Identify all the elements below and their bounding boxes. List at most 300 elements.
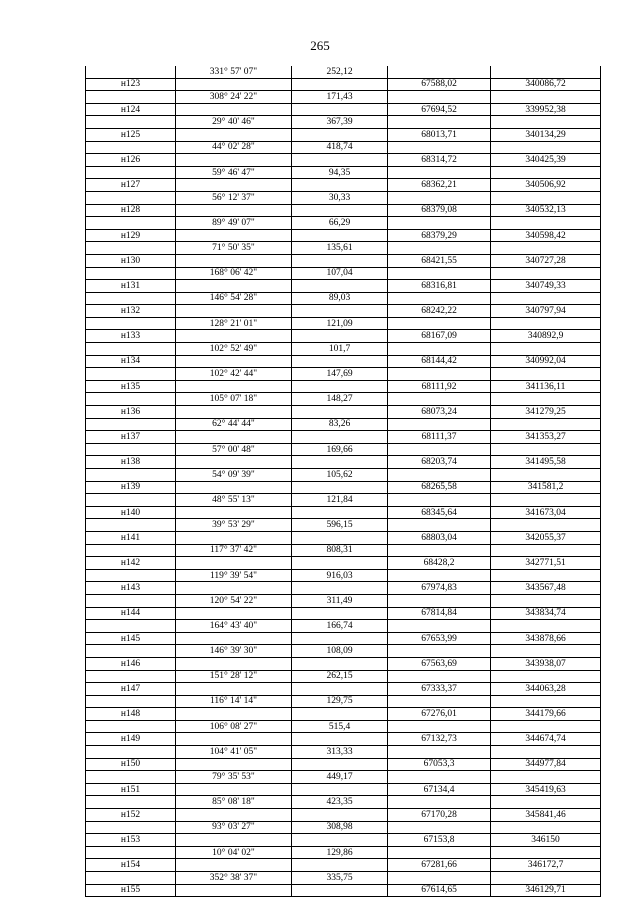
distance-cell	[292, 204, 388, 217]
direction-angle-cell	[176, 758, 292, 771]
x-coordinate-cell	[388, 544, 491, 557]
direction-angle-cell: 102° 42' 44"	[176, 368, 292, 381]
x-coordinate-cell	[388, 418, 491, 431]
x-coordinate-cell: 67132,73	[388, 733, 491, 746]
x-coordinate-cell	[388, 771, 491, 784]
segment-row	[86, 317, 601, 330]
point-cell: н150	[86, 758, 176, 771]
point-cell: н151	[86, 783, 176, 796]
y-coordinate-cell	[491, 91, 601, 104]
y-coordinate-cell: 341353,27	[491, 431, 601, 444]
point-cell	[86, 821, 176, 834]
point-cell: н135	[86, 380, 176, 393]
point-cell: н154	[86, 859, 176, 872]
x-coordinate-cell: 68144,42	[388, 355, 491, 368]
y-coordinate-cell	[491, 872, 601, 885]
x-coordinate-cell: 68167,09	[388, 330, 491, 343]
distance-cell	[292, 506, 388, 519]
point-cell	[86, 443, 176, 456]
y-coordinate-cell: 343938,07	[491, 657, 601, 670]
point-row	[86, 128, 601, 141]
x-coordinate-cell	[388, 746, 491, 759]
y-coordinate-cell	[491, 292, 601, 305]
point-row	[86, 783, 601, 796]
y-coordinate-cell	[491, 620, 601, 633]
point-cell: н124	[86, 103, 176, 116]
y-coordinate-cell	[491, 141, 601, 154]
segment-row	[86, 343, 601, 356]
point-cell	[86, 620, 176, 633]
page-number: 265	[310, 38, 330, 53]
point-cell: н148	[86, 708, 176, 721]
y-coordinate-cell	[491, 494, 601, 507]
x-coordinate-cell	[388, 217, 491, 230]
point-cell: н155	[86, 884, 176, 897]
direction-angle-cell	[176, 280, 292, 293]
distance-cell	[292, 657, 388, 670]
y-coordinate-cell: 344179,66	[491, 708, 601, 721]
x-coordinate-cell	[388, 469, 491, 482]
segment-row	[86, 242, 601, 255]
y-coordinate-cell: 341673,04	[491, 506, 601, 519]
distance-cell: 808,31	[292, 544, 388, 557]
point-cell: н138	[86, 456, 176, 469]
x-coordinate-cell	[388, 242, 491, 255]
point-row	[86, 683, 601, 696]
direction-angle-cell: 120° 54' 22"	[176, 594, 292, 607]
distance-cell	[292, 481, 388, 494]
y-coordinate-cell: 340134,29	[491, 128, 601, 141]
point-row	[86, 229, 601, 242]
direction-angle-cell	[176, 607, 292, 620]
x-coordinate-cell: 68314,72	[388, 154, 491, 167]
x-coordinate-cell	[388, 720, 491, 733]
segment-row	[86, 443, 601, 456]
y-coordinate-cell: 343878,66	[491, 632, 601, 645]
point-cell: н146	[86, 657, 176, 670]
segment-row	[86, 66, 601, 78]
distance-cell: 262,15	[292, 670, 388, 683]
x-coordinate-cell: 67170,28	[388, 809, 491, 822]
point-row	[86, 531, 601, 544]
direction-angle-cell: 44° 02' 28"	[176, 141, 292, 154]
point-cell	[86, 645, 176, 658]
direction-angle-cell: 48° 55' 13"	[176, 494, 292, 507]
point-cell	[86, 343, 176, 356]
direction-angle-cell: 151° 28' 12"	[176, 670, 292, 683]
point-cell	[86, 796, 176, 809]
point-cell	[86, 695, 176, 708]
x-coordinate-cell: 68316,81	[388, 280, 491, 293]
y-coordinate-cell: 346150	[491, 834, 601, 847]
point-cell: н128	[86, 204, 176, 217]
distance-cell	[292, 78, 388, 91]
distance-cell: 367,39	[292, 116, 388, 129]
distance-cell: 101,7	[292, 343, 388, 356]
point-cell: н125	[86, 128, 176, 141]
distance-cell	[292, 708, 388, 721]
x-coordinate-cell: 68013,71	[388, 128, 491, 141]
direction-angle-cell: 104° 41' 05"	[176, 746, 292, 759]
distance-cell: 148,27	[292, 393, 388, 406]
direction-angle-cell	[176, 683, 292, 696]
direction-angle-cell	[176, 531, 292, 544]
x-coordinate-cell	[388, 569, 491, 582]
y-coordinate-cell: 344063,28	[491, 683, 601, 696]
direction-angle-cell: 331° 57' 07"	[176, 66, 292, 78]
point-cell	[86, 846, 176, 859]
distance-cell	[292, 179, 388, 192]
direction-angle-cell	[176, 456, 292, 469]
distance-cell	[292, 557, 388, 570]
distance-cell	[292, 632, 388, 645]
x-coordinate-cell: 68379,08	[388, 204, 491, 217]
distance-cell	[292, 733, 388, 746]
point-cell	[86, 368, 176, 381]
y-coordinate-cell	[491, 796, 601, 809]
segment-row	[86, 292, 601, 305]
y-coordinate-cell: 342055,37	[491, 531, 601, 544]
point-row	[86, 834, 601, 847]
y-coordinate-cell: 346129,71	[491, 884, 601, 897]
point-row	[86, 557, 601, 570]
x-coordinate-cell	[388, 443, 491, 456]
x-coordinate-cell	[388, 670, 491, 683]
point-cell: н127	[86, 179, 176, 192]
point-row	[86, 380, 601, 393]
x-coordinate-cell	[388, 645, 491, 658]
segment-row	[86, 569, 601, 582]
direction-angle-cell	[176, 78, 292, 91]
distance-cell: 308,98	[292, 821, 388, 834]
distance-cell: 515,4	[292, 720, 388, 733]
point-row	[86, 204, 601, 217]
x-coordinate-cell	[388, 494, 491, 507]
distance-cell	[292, 431, 388, 444]
y-coordinate-cell	[491, 544, 601, 557]
y-coordinate-cell: 339952,38	[491, 103, 601, 116]
x-coordinate-cell	[388, 166, 491, 179]
point-cell: н141	[86, 531, 176, 544]
y-coordinate-cell: 341495,58	[491, 456, 601, 469]
x-coordinate-cell	[388, 343, 491, 356]
segment-row	[86, 519, 601, 532]
distance-cell: 129,75	[292, 695, 388, 708]
y-coordinate-cell	[491, 695, 601, 708]
distance-cell	[292, 758, 388, 771]
point-row	[86, 254, 601, 267]
direction-angle-cell: 164° 43' 40"	[176, 620, 292, 633]
y-coordinate-cell: 340892,9	[491, 330, 601, 343]
segment-row	[86, 771, 601, 784]
x-coordinate-cell	[388, 872, 491, 885]
direction-angle-cell	[176, 657, 292, 670]
point-cell	[86, 242, 176, 255]
point-cell	[86, 746, 176, 759]
point-cell	[86, 469, 176, 482]
x-coordinate-cell: 67563,69	[388, 657, 491, 670]
point-row	[86, 657, 601, 670]
point-cell	[86, 720, 176, 733]
y-coordinate-cell: 343567,48	[491, 582, 601, 595]
distance-cell	[292, 809, 388, 822]
direction-angle-cell: 39° 53' 29"	[176, 519, 292, 532]
segment-row	[86, 166, 601, 179]
distance-cell: 30,33	[292, 191, 388, 204]
x-coordinate-cell: 67694,52	[388, 103, 491, 116]
segment-row	[86, 544, 601, 557]
point-cell	[86, 292, 176, 305]
distance-cell: 171,43	[292, 91, 388, 104]
segment-row	[86, 494, 601, 507]
segment-row	[86, 469, 601, 482]
point-cell: н136	[86, 406, 176, 419]
direction-angle-cell	[176, 632, 292, 645]
x-coordinate-cell	[388, 368, 491, 381]
point-row	[86, 607, 601, 620]
y-coordinate-cell: 340727,28	[491, 254, 601, 267]
distance-cell: 311,49	[292, 594, 388, 607]
point-row	[86, 582, 601, 595]
direction-angle-cell: 117° 37' 42"	[176, 544, 292, 557]
direction-angle-cell: 57° 00' 48"	[176, 443, 292, 456]
y-coordinate-cell	[491, 418, 601, 431]
direction-angle-cell: 56° 12' 37"	[176, 191, 292, 204]
x-coordinate-cell: 67333,37	[388, 683, 491, 696]
distance-cell	[292, 582, 388, 595]
direction-angle-cell	[176, 859, 292, 872]
point-row	[86, 481, 601, 494]
y-coordinate-cell	[491, 594, 601, 607]
direction-angle-cell: 85° 08' 18"	[176, 796, 292, 809]
direction-angle-cell	[176, 204, 292, 217]
distance-cell: 89,03	[292, 292, 388, 305]
point-cell	[86, 116, 176, 129]
point-row	[86, 103, 601, 116]
x-coordinate-cell: 67134,4	[388, 783, 491, 796]
distance-cell	[292, 456, 388, 469]
direction-angle-cell: 146° 54' 28"	[176, 292, 292, 305]
point-cell	[86, 519, 176, 532]
x-coordinate-cell	[388, 91, 491, 104]
segment-row	[86, 191, 601, 204]
distance-cell	[292, 884, 388, 897]
point-row	[86, 179, 601, 192]
direction-angle-cell	[176, 582, 292, 595]
distance-cell	[292, 103, 388, 116]
segment-row	[86, 720, 601, 733]
x-coordinate-cell	[388, 695, 491, 708]
segment-row	[86, 91, 601, 104]
segment-row	[86, 645, 601, 658]
point-row	[86, 708, 601, 721]
y-coordinate-cell	[491, 393, 601, 406]
distance-cell: 121,84	[292, 494, 388, 507]
point-cell	[86, 166, 176, 179]
direction-angle-cell: 79° 35' 53"	[176, 771, 292, 784]
direction-angle-cell: 106° 08' 27"	[176, 720, 292, 733]
distance-cell: 169,66	[292, 443, 388, 456]
y-coordinate-cell	[491, 569, 601, 582]
point-cell: н145	[86, 632, 176, 645]
point-cell: н134	[86, 355, 176, 368]
distance-cell: 105,62	[292, 469, 388, 482]
point-row	[86, 330, 601, 343]
segment-row	[86, 746, 601, 759]
y-coordinate-cell: 340598,42	[491, 229, 601, 242]
y-coordinate-cell	[491, 116, 601, 129]
point-row	[86, 431, 601, 444]
direction-angle-cell: 119° 39' 54"	[176, 569, 292, 582]
point-row	[86, 758, 601, 771]
distance-cell: 94,35	[292, 166, 388, 179]
y-coordinate-cell: 340992,04	[491, 355, 601, 368]
segment-row	[86, 594, 601, 607]
x-coordinate-cell	[388, 292, 491, 305]
direction-angle-cell	[176, 884, 292, 897]
y-coordinate-cell: 341279,25	[491, 406, 601, 419]
distance-cell	[292, 305, 388, 318]
y-coordinate-cell: 341581,2	[491, 481, 601, 494]
distance-cell	[292, 783, 388, 796]
direction-angle-cell: 116° 14' 14"	[176, 695, 292, 708]
y-coordinate-cell	[491, 217, 601, 230]
direction-angle-cell	[176, 557, 292, 570]
x-coordinate-cell: 68242,22	[388, 305, 491, 318]
y-coordinate-cell: 344674,74	[491, 733, 601, 746]
x-coordinate-cell: 68428,2	[388, 557, 491, 570]
distance-cell	[292, 154, 388, 167]
distance-cell	[292, 834, 388, 847]
x-coordinate-cell	[388, 267, 491, 280]
point-cell: н132	[86, 305, 176, 318]
point-cell: н139	[86, 481, 176, 494]
direction-angle-cell: 71° 50' 35"	[176, 242, 292, 255]
direction-angle-cell	[176, 103, 292, 116]
point-cell: н143	[86, 582, 176, 595]
distance-cell	[292, 254, 388, 267]
direction-angle-cell	[176, 330, 292, 343]
x-coordinate-cell: 67814,84	[388, 607, 491, 620]
direction-angle-cell: 168° 06' 42"	[176, 267, 292, 280]
direction-angle-cell	[176, 481, 292, 494]
point-cell	[86, 670, 176, 683]
point-cell	[86, 191, 176, 204]
y-coordinate-cell: 345841,46	[491, 809, 601, 822]
point-cell: н126	[86, 154, 176, 167]
y-coordinate-cell	[491, 469, 601, 482]
direction-angle-cell	[176, 179, 292, 192]
y-coordinate-cell	[491, 343, 601, 356]
distance-cell: 423,35	[292, 796, 388, 809]
distance-cell: 335,75	[292, 872, 388, 885]
distance-cell	[292, 531, 388, 544]
segment-row	[86, 217, 601, 230]
y-coordinate-cell: 340532,13	[491, 204, 601, 217]
point-cell: н129	[86, 229, 176, 242]
y-coordinate-cell	[491, 368, 601, 381]
y-coordinate-cell	[491, 746, 601, 759]
direction-angle-cell	[176, 355, 292, 368]
direction-angle-cell: 105° 07' 18"	[176, 393, 292, 406]
point-row	[86, 280, 601, 293]
point-cell	[86, 66, 176, 78]
direction-angle-cell: 146° 39' 30"	[176, 645, 292, 658]
point-cell	[86, 141, 176, 154]
distance-cell: 121,09	[292, 317, 388, 330]
distance-cell: 418,74	[292, 141, 388, 154]
direction-angle-cell	[176, 305, 292, 318]
distance-cell: 596,15	[292, 519, 388, 532]
point-cell: н147	[86, 683, 176, 696]
point-cell: н133	[86, 330, 176, 343]
point-cell: н131	[86, 280, 176, 293]
distance-cell: 449,17	[292, 771, 388, 784]
x-coordinate-cell: 68073,24	[388, 406, 491, 419]
point-cell: н153	[86, 834, 176, 847]
point-row	[86, 809, 601, 822]
point-row	[86, 355, 601, 368]
segment-row	[86, 846, 601, 859]
segment-row	[86, 393, 601, 406]
x-coordinate-cell: 67588,02	[388, 78, 491, 91]
point-cell: н130	[86, 254, 176, 267]
point-cell	[86, 594, 176, 607]
point-row	[86, 78, 601, 91]
point-cell	[86, 569, 176, 582]
x-coordinate-cell	[388, 846, 491, 859]
segment-row	[86, 821, 601, 834]
point-row	[86, 884, 601, 897]
direction-angle-cell: 93° 03' 27"	[176, 821, 292, 834]
y-coordinate-cell	[491, 267, 601, 280]
point-cell	[86, 393, 176, 406]
segment-row	[86, 141, 601, 154]
direction-angle-cell: 308° 24' 22"	[176, 91, 292, 104]
point-row	[86, 733, 601, 746]
segment-row	[86, 695, 601, 708]
direction-angle-cell: 59° 46' 47"	[176, 166, 292, 179]
x-coordinate-cell: 68265,58	[388, 481, 491, 494]
point-cell: н152	[86, 809, 176, 822]
x-coordinate-cell: 67281,66	[388, 859, 491, 872]
point-row	[86, 456, 601, 469]
point-row	[86, 406, 601, 419]
distance-cell	[292, 683, 388, 696]
direction-angle-cell: 352° 38' 37"	[176, 872, 292, 885]
distance-cell	[292, 128, 388, 141]
direction-angle-cell	[176, 229, 292, 242]
x-coordinate-cell: 67653,99	[388, 632, 491, 645]
direction-angle-cell: 62° 44' 44"	[176, 418, 292, 431]
direction-angle-cell: 89° 49' 07"	[176, 217, 292, 230]
x-coordinate-cell	[388, 393, 491, 406]
distance-cell	[292, 406, 388, 419]
point-cell	[86, 418, 176, 431]
point-cell: н142	[86, 557, 176, 570]
y-coordinate-cell	[491, 821, 601, 834]
point-cell: н140	[86, 506, 176, 519]
y-coordinate-cell	[491, 720, 601, 733]
distance-cell: 66,29	[292, 217, 388, 230]
x-coordinate-cell: 68379,29	[388, 229, 491, 242]
distance-cell	[292, 859, 388, 872]
x-coordinate-cell: 68111,92	[388, 380, 491, 393]
point-cell	[86, 91, 176, 104]
distance-cell: 313,33	[292, 746, 388, 759]
segment-row	[86, 116, 601, 129]
distance-cell	[292, 330, 388, 343]
